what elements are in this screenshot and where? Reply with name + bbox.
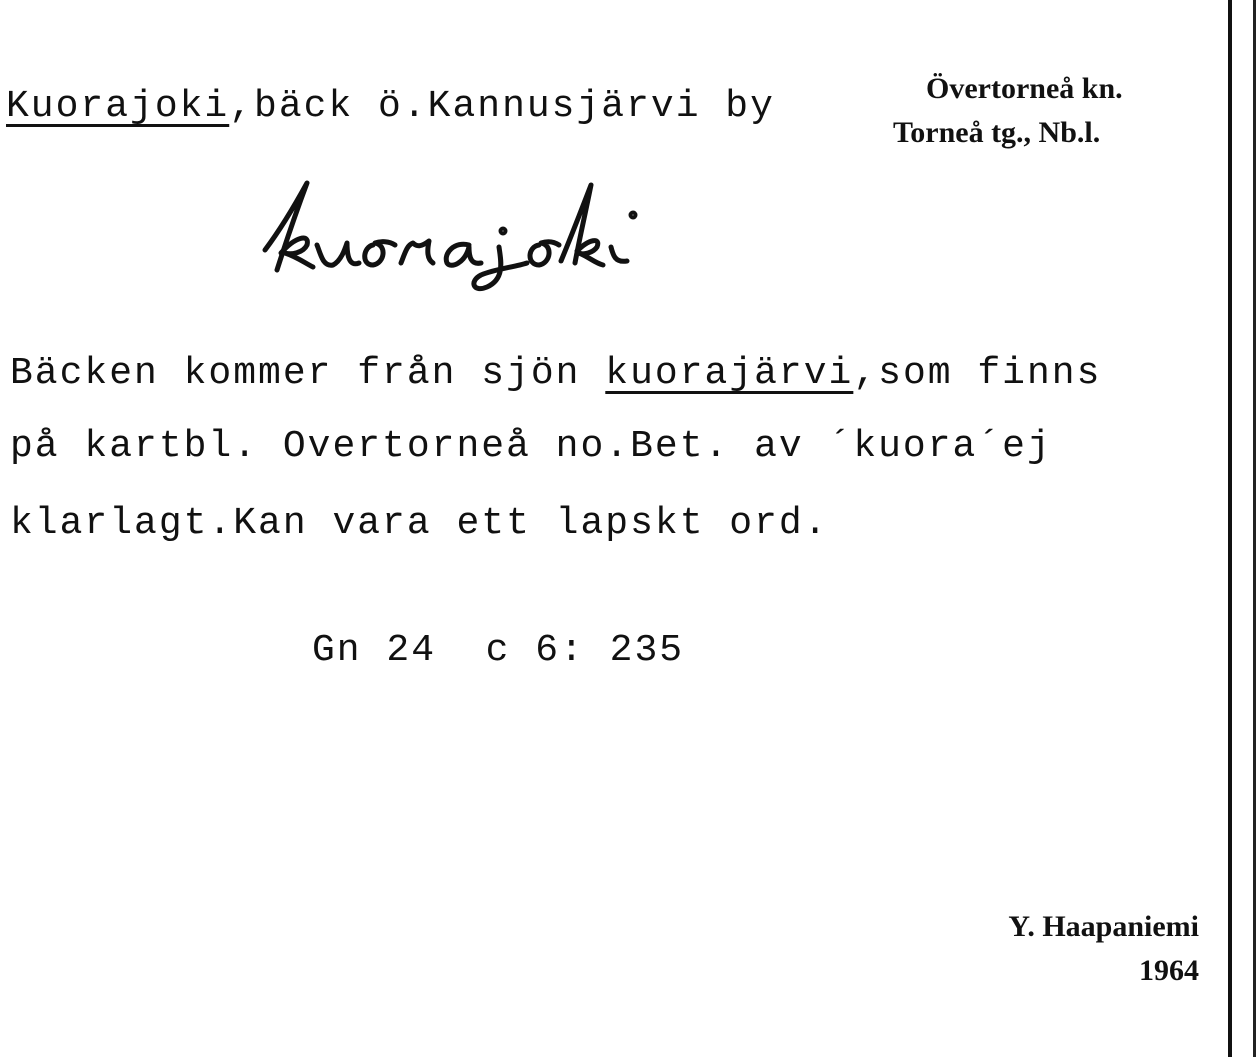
body-text: Bäcken kommer från sjön [10, 352, 606, 395]
card-edge-line-outer [1253, 0, 1256, 1057]
headword-description: ,bäck ö.Kannusjärvi by [229, 85, 775, 128]
body-text: ,som finns [853, 352, 1102, 395]
card-edge-line [1228, 0, 1232, 1057]
headword-line [6, 85, 775, 128]
body-text-line-1 [10, 352, 1102, 395]
headword: Kuorajoki [6, 85, 230, 128]
region-municipality: Övertorneå kn. [926, 72, 1123, 105]
lake-name-link: kuorajärvi [605, 352, 854, 395]
record-year: 1964 [1139, 954, 1199, 987]
region-district: Torneå tg., Nb.l. [893, 116, 1101, 149]
handwritten-name-signature [255, 175, 775, 305]
body-text-line-3: klarlagt.Kan vara ett lapskt ord. [10, 502, 829, 545]
body-text-line-2: på kartbl. Overtorneå no.Bet. av ´kuora´ej [10, 425, 1052, 468]
author-name: Y. Haapaniemi [1008, 910, 1199, 943]
archive-reference: Gn 24 c 6: 235 [312, 629, 685, 672]
